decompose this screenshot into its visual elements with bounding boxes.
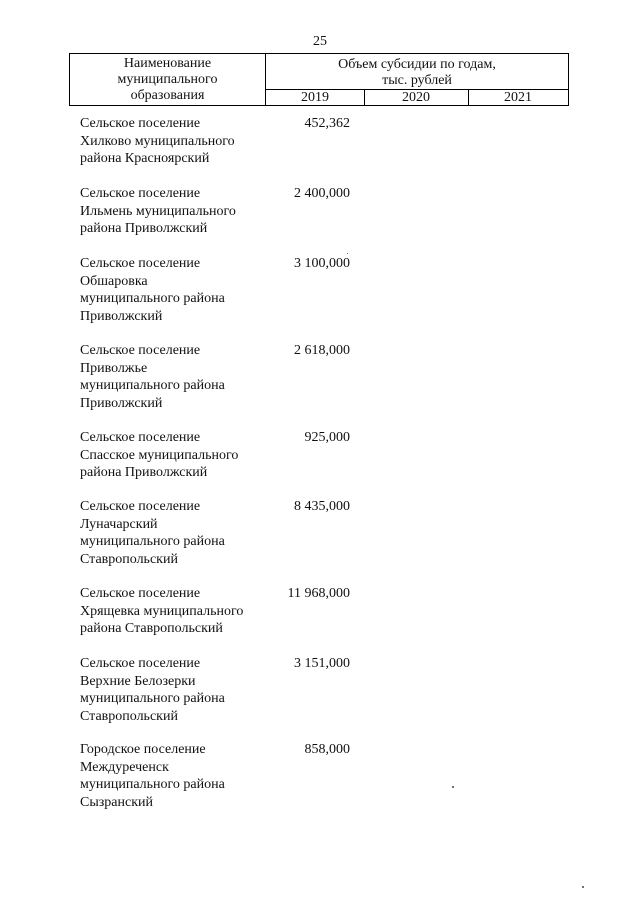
row-name-line: района Ставропольский (80, 621, 223, 636)
row-value-2019: 925,000 (304, 430, 350, 445)
header-subsidy-cell (266, 54, 568, 90)
row-name-line: Сельское поселение (80, 256, 201, 271)
row-name (80, 255, 270, 325)
row-name-line: Приволжье (80, 360, 148, 376)
row-name-line: Приволжский (80, 308, 163, 324)
row-value-2019: 858,000 (304, 742, 350, 757)
header-year-2021: 2021 (504, 90, 532, 105)
row-name-line: Приволжский (80, 395, 163, 411)
row-name-line: Сельское поселение (80, 499, 201, 514)
row-name-line: района Приволжский (80, 465, 208, 480)
header-subsidy-line: Объем субсидии по годам, (338, 57, 496, 72)
row-name-line: района Приволжский (80, 221, 208, 236)
row-name-line: Ильмень муниципального (80, 203, 236, 219)
row-name-line: Сельское поселение (80, 186, 201, 201)
row-name (80, 498, 270, 568)
row-value-2019: 2 400,000 (294, 186, 350, 201)
table-header (69, 53, 569, 106)
row-name-line: района Красноярский (80, 151, 210, 166)
row-name (80, 342, 270, 412)
row-name-line: Сельское поселение (80, 586, 201, 601)
row-value-2019: 3 151,000 (294, 656, 350, 671)
row-name-line: Сельское поселение (80, 343, 201, 358)
row-name-line: муниципального района (80, 378, 225, 393)
row-name (80, 115, 270, 168)
header-year-2020: 2020 (364, 90, 469, 105)
row-name-line: Сельское поселение (80, 116, 201, 131)
page-number: 25 (313, 34, 327, 49)
row-name-line: Хилково муниципального (80, 133, 235, 149)
row-value-2019: 452,362 (304, 116, 350, 131)
header-year-2019: 2019 (266, 90, 365, 105)
row-name-line: Обшаровка (80, 273, 148, 289)
row-name-line: Ставропольский (80, 708, 178, 724)
row-name (80, 429, 270, 482)
header-name-line: образования (130, 88, 205, 103)
row-name-line: Сельское поселение (80, 656, 201, 671)
row-value-2019: 3 100,000 (294, 256, 350, 271)
row-name-line: Городское поселение (80, 742, 206, 757)
row-name-line: Луначарский (80, 516, 158, 532)
row-name-line: Сызранский (80, 794, 153, 810)
row-value-2019: 2 618,000 (294, 343, 350, 358)
row-name (80, 655, 270, 725)
row-value-2019: 8 435,000 (294, 499, 350, 514)
scan-speck (452, 786, 454, 788)
row-name (80, 741, 270, 811)
row-name-line: Междуреченск (80, 759, 169, 775)
header-name-cell (70, 54, 266, 105)
row-name-line: муниципального района (80, 291, 225, 306)
row-name-line: муниципального района (80, 691, 225, 706)
row-name-line: муниципального района (80, 534, 225, 549)
row-name-line: муниципального района (80, 777, 225, 792)
scan-speck (347, 253, 348, 254)
row-name-line: Хрящевка муниципального (80, 603, 244, 619)
row-name-line: Спасское муниципального (80, 447, 239, 463)
row-name (80, 585, 270, 638)
header-name-line: муниципального (117, 72, 218, 87)
row-name-line: Ставропольский (80, 551, 178, 567)
header-name-line: Наименование (123, 56, 212, 71)
scan-speck (582, 886, 584, 888)
row-name-line: Верхние Белозерки (80, 673, 196, 689)
row-name (80, 185, 270, 238)
row-value-2019: 11 968,000 (287, 586, 350, 601)
header-subsidy-line: тыс. рублей (382, 73, 452, 88)
row-name-line: Сельское поселение (80, 430, 201, 445)
